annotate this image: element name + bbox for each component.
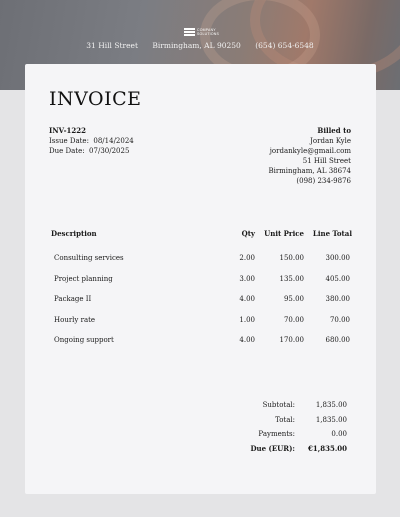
billed-phone: (098) 234-9876 xyxy=(296,177,351,185)
cell-qty: 4.00 xyxy=(239,295,255,304)
invoice-number: INV-1222 xyxy=(49,126,86,135)
company-street: 31 Hill Street xyxy=(86,41,138,50)
table-row xyxy=(49,310,352,331)
cell-unit-price: 150.00 xyxy=(279,254,304,263)
company-logo xyxy=(184,25,220,39)
cell-line-total: 300.00 xyxy=(325,254,350,263)
amount-due-row xyxy=(250,442,347,457)
cell-description: Consulting services xyxy=(54,254,124,263)
issue-date-label: Issue Date: xyxy=(49,137,89,145)
table-row xyxy=(49,248,352,269)
payments-label: Payments: xyxy=(258,430,295,439)
header-unit-price: Unit Price xyxy=(264,229,304,238)
total-value: 1,835.00 xyxy=(315,415,347,424)
subtotal-label: Subtotal: xyxy=(262,401,295,410)
amount-due-value: €1,835.00 xyxy=(308,444,347,454)
due-date-label: Due Date: xyxy=(49,147,85,155)
payments-row xyxy=(250,427,347,442)
header-description: Description xyxy=(51,229,97,238)
company-city: Birmingham, AL 90250 xyxy=(152,41,241,50)
due-date: 07/30/2025 xyxy=(89,147,130,155)
cell-unit-price: 170.00 xyxy=(279,336,304,345)
billed-email: jordankyle@gmail.com xyxy=(269,147,351,155)
cell-line-total: 680.00 xyxy=(325,336,350,345)
subtotal-value: 1,835.00 xyxy=(315,401,347,410)
cell-qty: 3.00 xyxy=(239,274,255,283)
billed-to xyxy=(268,126,351,186)
cell-line-total: 405.00 xyxy=(325,274,350,283)
cell-qty: 4.00 xyxy=(239,336,255,345)
logo-text-line1: COMPANY xyxy=(197,28,216,32)
cell-qty: 1.00 xyxy=(239,315,255,324)
invoice-meta xyxy=(49,126,134,156)
due-date-row xyxy=(49,146,134,156)
billed-name: Jordan Kyle xyxy=(310,137,351,145)
table-row xyxy=(49,269,352,290)
invoice-paper xyxy=(25,64,376,494)
total-row xyxy=(250,413,347,428)
line-items-table xyxy=(49,229,352,351)
company-contact xyxy=(0,41,400,50)
table-row xyxy=(49,289,352,310)
table-header-row xyxy=(49,229,352,248)
cell-line-total: 380.00 xyxy=(325,295,350,304)
table-row xyxy=(49,330,352,351)
totals-table xyxy=(250,398,347,456)
amount-due-label: Due (EUR): xyxy=(250,444,295,454)
payments-value: 0.00 xyxy=(331,430,347,439)
cell-description: Project planning xyxy=(54,274,113,283)
cell-description: Ongoing support xyxy=(54,336,114,345)
logo-icon xyxy=(184,28,195,36)
billed-city: Birmingham, AL 38674 xyxy=(268,167,351,175)
header-qty: Qty xyxy=(241,229,255,238)
cell-description: Package II xyxy=(54,295,92,304)
billed-to-heading: Billed to xyxy=(317,126,351,135)
company-phone: (654) 654-6548 xyxy=(255,41,314,50)
subtotal-row xyxy=(250,398,347,413)
header-line-total: Line Total xyxy=(312,229,352,238)
cell-unit-price: 135.00 xyxy=(279,274,304,283)
issue-date-row xyxy=(49,136,134,146)
issue-date: 08/14/2024 xyxy=(93,137,134,145)
cell-unit-price: 70.00 xyxy=(283,315,304,324)
invoice-title: INVOICE xyxy=(49,88,142,110)
cell-qty: 2.00 xyxy=(239,254,255,263)
total-label: Total: xyxy=(275,415,295,424)
billed-street: 51 Hill Street xyxy=(302,157,351,165)
cell-unit-price: 95.00 xyxy=(283,295,304,304)
cell-line-total: 70.00 xyxy=(329,315,350,324)
cell-description: Hourly rate xyxy=(54,315,96,324)
logo-text-line2: SOLUTIONS xyxy=(197,32,220,36)
